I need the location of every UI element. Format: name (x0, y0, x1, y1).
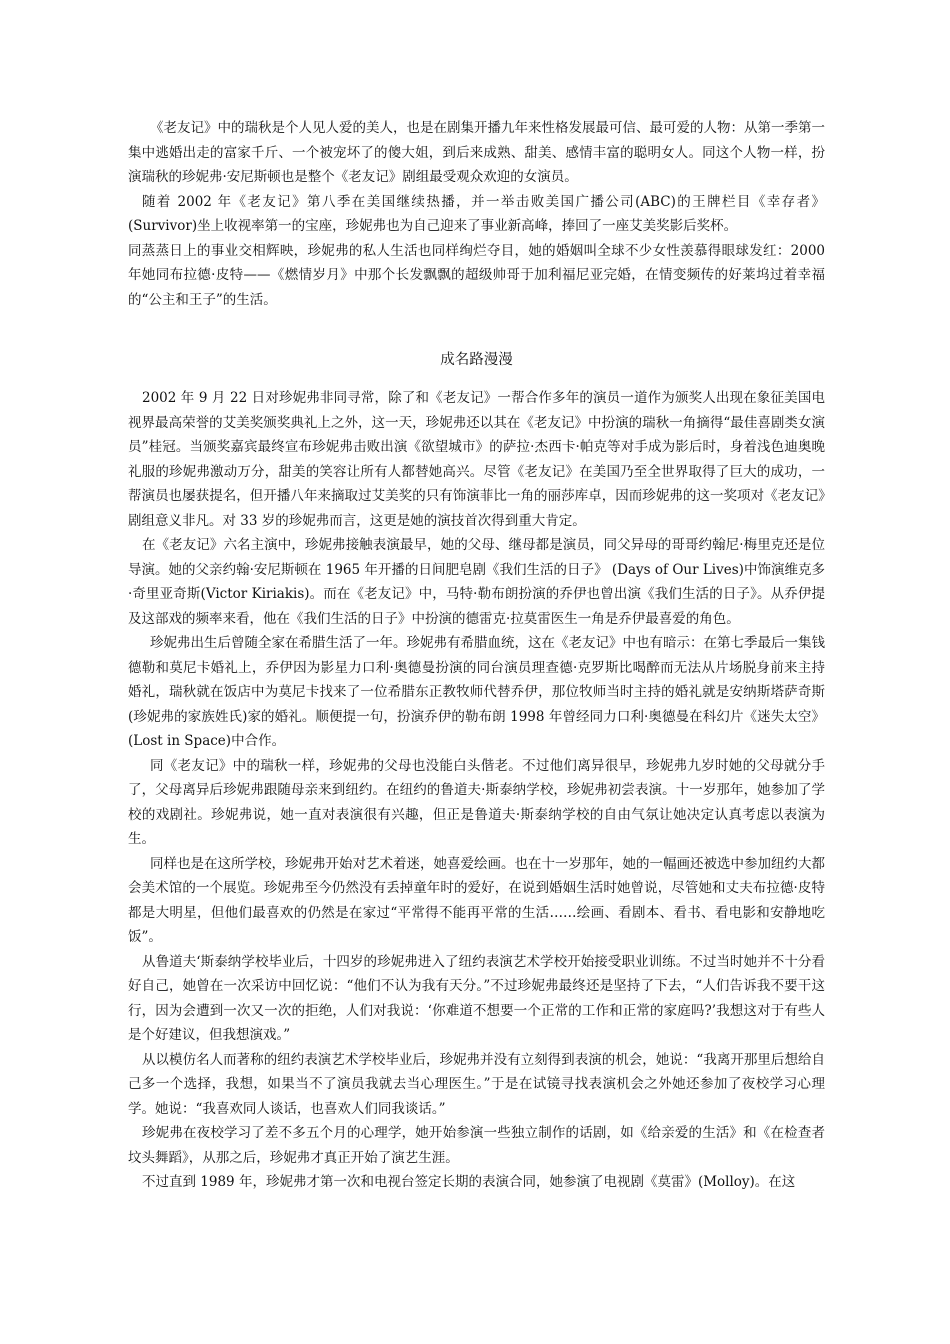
intro-paragraph: 同蒸蒸日上的事业交相辉映，珍妮弗的私人生活也同样绚烂夺目，她的婚姻叫全球不少女性羡慕得眼球发红：2000 年她同布拉德·皮特——《燃情岁月》中那个长发飘飘的超级帅哥于加利福尼亚完婚，在情变频传的好莱坞过着幸福的“公主和王子”的生活。 (128, 242, 825, 308)
body-paragraph: 在《老友记》六名主演中，珍妮弗接触表演最早，她的父母、继母都是演员，同父异母的哥哥约翰尼·梅里克还是位导演。她的父亲约翰·安尼斯顿在 1965 年开播的日间肥皂剧《我们生活的日子》 (Days of Our Lives)中饰演维克多·奇里亚奇斯(Victor Kiriakis)。而在《老友记》中，马特·勒布朗扮演的乔伊也曾出演《我们生活的日子》。从乔伊提及这部戏的频率来看，他在《我们生活的日子》中扮演的德雷克·拉莫雷医生一角是乔伊最喜爱的角色。 (128, 537, 825, 627)
body-paragraph: 2002 年 9 月 22 日对珍妮弗非同寻常，除了和《老友记》一帮合作多年的演员一道作为颁奖人出现在象征美国电视界最高荣誉的艾美奖颁奖典礼上之外，这一天，珍妮弗还以其在《老友记》中扮演的瑞秋一角摘得“最佳喜剧类女演员”桂冠。当颁奖嘉宾最终宣布珍妮弗击败出演《欲望城市》的萨拉·杰西卡·帕克等对手成为影后时，身着浅色迪奥晚礼服的珍妮弗激动万分，甜美的笑容让所有人都替她高兴。尽管《老友记》在美国乃至全世界取得了巨大的成功，一帮演员也屡获提名，但开播八年来摘取过艾美奖的只有饰演菲比一角的丽莎库卓，因而珍妮弗的这一奖项对《老友记》剧组意义非凡。对 33 岁的珍妮弗而言，这更是她的演技首次得到重大肯定。 (128, 390, 825, 529)
body-paragraph: 从鲁道夫‘斯泰纳学校毕业后，十四岁的珍妮弗进入了纽约表演艺术学校开始接受职业训练。不过当时她并不十分看好自己，她曾在一次采访中回忆说：“他们不认为我有天分。”不过珍妮弗最终还是坚持了下去，“人们告诉我不要干这行，因为会遭到一次又一次的拒绝，人们对我说：‘你难道不想要一个正常的工作和正常的家庭吗?’我想这对于有些人是个好建议，但我想演戏。” (128, 953, 825, 1043)
body-paragraph: 珍妮弗在夜校学习了差不多五个月的心理学，她开始参演一些独立制作的话剧，如《给亲爱的生活》和《在检查者坟头舞蹈》，从那之后，珍妮弗才真正开始了演艺生涯。 (128, 1125, 825, 1166)
document-page (128, 116, 825, 1195)
body-paragraph: 同《老友记》中的瑞秋一样，珍妮弗的父母也没能白头偕老。不过他们离异很早，珍妮弗九岁时她的父母就分手了，父母离异后珍妮弗跟随母亲来到纽约。在纽约的鲁道夫·斯泰纳学校，珍妮弗初尝表演。十一岁那年，她参加了学校的戏剧社。珍妮弗说，她一直对表演很有兴趣，但正是鲁道夫·斯泰纳学校的自由气氛让她决定认真考虑以表演为生。 (128, 757, 825, 847)
section-title: 成名路漫漫 (440, 352, 513, 368)
intro-paragraph: 《老友记》中的瑞秋是个人见人爱的美人，也是在剧集开播九年来性格发展最可信、最可爱的人物：从第一季第一集中逃婚出走的富家千斤、一个被宠坏了的傻大姐，到后来成熟、甜美、感情丰富的聪明女人。同这个人物一样，扮演瑞秋的珍妮弗·安尼斯顿也是整个《老友记》剧组最受观众欢迎的女演员。 (128, 120, 825, 185)
body-paragraph: 从以模仿名人而著称的纽约表演艺术学校毕业后，珍妮弗并没有立刻得到表演的机会，她说：“我离开那里后想给自己多一个选择，我想，如果当不了演员我就去当心理医生。”于是在试镜寻找表演机会之外她还参加了夜校学习心理学。她说：“我喜欢同人谈话，也喜欢人们同我谈话。” (128, 1051, 825, 1117)
intro-paragraph: 随着 2002 年《老友记》第八季在美国继续热播，并一举击败美国广播公司(ABC)的王牌栏目《幸存者》(Survivor)坐上收视率第一的宝座，珍妮弗也为自己迎来了事业新高峰，捧回了一座艾美奖影后奖杯。 (128, 193, 825, 234)
body-paragraph: 珍妮弗出生后曾随全家在希腊生活了一年。珍妮弗有希腊血统，这在《老友记》中也有暗示：在第七季最后一集钱德勒和莫尼卡婚礼上，乔伊因为影星力口利·奥德曼扮演的同台演员理查德·克罗斯比喝醉而无法从片场脱身前来主持婚礼，瑞秋就在饭店中为莫尼卡找来了一位希腊东正教牧师代替乔伊，那位牧师当时主持的婚礼就是安纳斯塔萨奇斯(珍妮弗的家族姓氏)家的婚礼。顺便提一句，扮演乔伊的勒布朗 1998 年曾经同力口利·奥德曼在科幻片《迷失太空》(Lost in Space)中合作。 (128, 635, 825, 749)
body-paragraph: 不过直到 1989 年，珍妮弗才第一次和电视台签定长期的表演合同，她参演了电视剧《莫雷》(Molloy)。在这 (142, 1174, 796, 1190)
body-paragraph: 同样也是在这所学校，珍妮弗开始对艺术着迷，她喜爱绘画。也在十一岁那年，她的一幅画还被选中参加纽约大都会美术馆的一个展览。珍妮弗至今仍然没有丢掉童年时的爱好，在说到婚姻生活时她曾说，尽管她和丈夫布拉德·皮特都是大明星，但他们最喜欢的仍然是在家过“平常得不能再平常的生活……绘画、看剧本、看书、看电影和安静地吃饭”。 (128, 855, 825, 945)
